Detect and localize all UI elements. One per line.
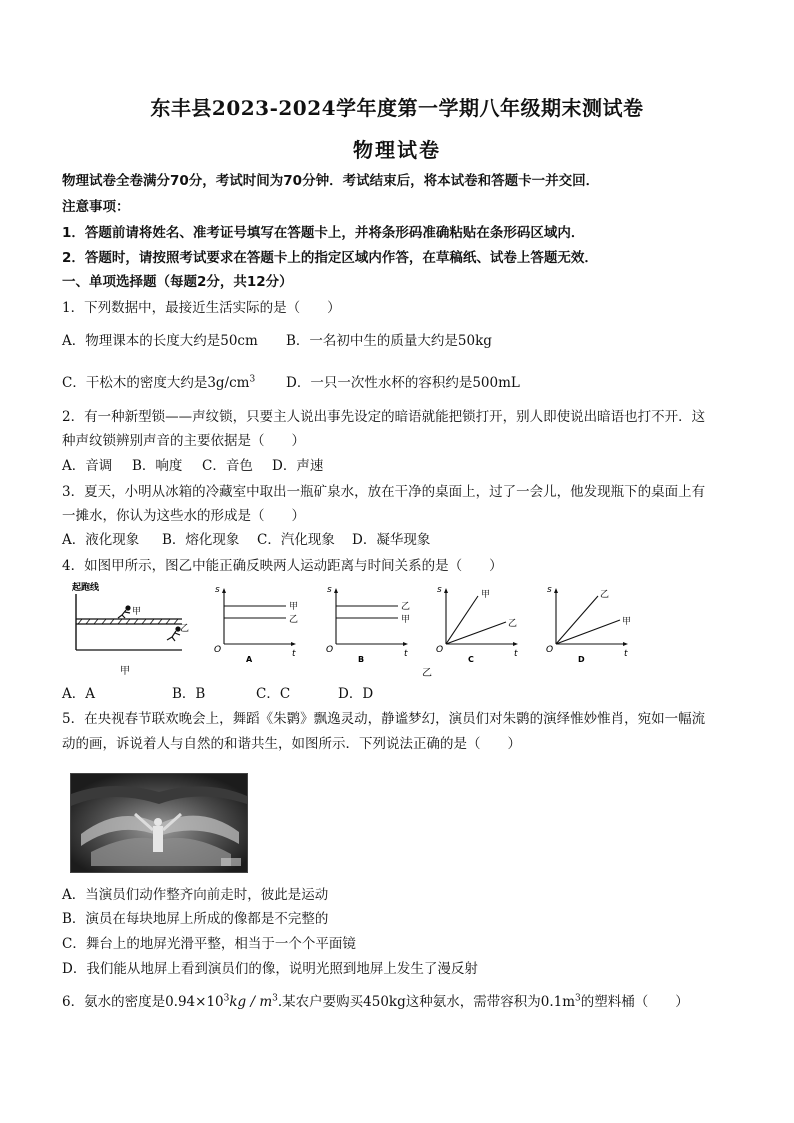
graph-c bbox=[422, 585, 518, 679]
q4-option-c: C．C bbox=[256, 686, 291, 702]
q3-option-b: B．熔化现象 bbox=[162, 532, 240, 548]
q1-options-row2 bbox=[62, 374, 520, 392]
q2-option-a: A．音调 bbox=[62, 458, 113, 474]
graph-d-caption: D bbox=[578, 655, 585, 664]
q4-options bbox=[62, 685, 373, 703]
q2-option-d: D．声速 bbox=[272, 458, 324, 474]
q5-option-d: D．我们能从地屏上看到演员们的像，说明光照到地屏上发生了漫反射 bbox=[62, 961, 478, 977]
q6-part1: 6．氨水的密度是0.94×10 bbox=[62, 994, 224, 1010]
q5-option-a: A．当演员们动作整齐向前走时，彼此是运动 bbox=[62, 887, 329, 903]
q4-figure bbox=[62, 582, 652, 682]
hatching bbox=[78, 619, 178, 624]
intro-line: 物理试卷全卷满分70分，考试时间为70分钟．考试结束后，将本试卷和答题卡一并交回． bbox=[62, 173, 600, 189]
dance-photo bbox=[70, 773, 248, 873]
runner-yi-icon bbox=[167, 627, 180, 641]
q2-line1: 2．有一种新型锁——声纹锁，只要主人说出事先设定的暗语就能把锁打开，别人即使说出暗语也打不开．这 bbox=[62, 409, 706, 425]
graph-a-label-yi: 乙 bbox=[289, 615, 299, 625]
q6-sup2: 3 bbox=[272, 993, 278, 1004]
graph-d-label-yi: 乙 bbox=[600, 590, 610, 600]
q1-option-d: D．一只一次性水杯的容积约是500mL bbox=[286, 375, 520, 391]
start-line-label: 起跑线 bbox=[72, 583, 100, 593]
q5-option-b: B．演员在每块地屏上所成的像都是不完整的 bbox=[62, 911, 329, 927]
graph-d-t-label: t bbox=[624, 649, 628, 659]
note-1: 1．答题前请将姓名、准考证号填写在答题卡上，并将条形码准确粘贴在条形码区域内． bbox=[62, 225, 585, 241]
q5-line1: 5．在央视春节联欢晚会上，舞蹈《朱鹮》飘逸灵动，静谧梦幻，演员们对朱鹮的演绎惟妙惟肖，宛如一幅流 bbox=[62, 711, 706, 727]
q1-options-row1 bbox=[62, 332, 492, 350]
graph-c-line-jia bbox=[446, 596, 478, 644]
q3-option-a: A．液化现象 bbox=[62, 532, 140, 548]
graph-a-label-jia: 甲 bbox=[289, 602, 299, 612]
graph-c-t-label: t bbox=[514, 649, 518, 659]
graph-a bbox=[214, 585, 298, 664]
q3-option-c: C．汽化现象 bbox=[257, 532, 335, 548]
figure-yi-caption: 乙 bbox=[422, 668, 432, 679]
q4-option-a: A．A bbox=[62, 686, 95, 702]
q1-option-a: A．物理课本的长度大约是50cm bbox=[62, 333, 258, 349]
q6-part4: 的塑料桶（ ） bbox=[580, 994, 689, 1010]
q6-stem bbox=[62, 993, 689, 1011]
graph-d-label-jia: 甲 bbox=[622, 617, 632, 627]
graph-b-label-jia: 甲 bbox=[401, 615, 411, 625]
graph-b-label-yi: 乙 bbox=[401, 602, 411, 612]
q1-option-c-text: C．干松木的密度大约是3g/cm bbox=[62, 375, 250, 391]
q5-line2: 动的画，诉说着人与自然的和谐共生，如图所示．下列说法正确的是（ ） bbox=[62, 736, 521, 752]
graph-c-label-yi: 乙 bbox=[508, 619, 518, 629]
graph-a-caption: A bbox=[246, 655, 253, 664]
graph-c-origin: O bbox=[436, 645, 444, 655]
q4-stem: 4．如图甲所示，图乙中能正确反映两人运动距离与时间关系的是（ ） bbox=[62, 558, 503, 574]
q2-line2: 种声纹锁辨别声音的主要依据是（ ） bbox=[62, 433, 305, 449]
q6-part3: .某农户要购买450kg这种氨水，需带容积为0.1m bbox=[277, 994, 576, 1010]
graph-b bbox=[326, 585, 410, 664]
q5-option-c: C．舞台上的地屏光滑平整，相当于一个个平面镜 bbox=[62, 936, 356, 952]
q4-option-d: D．D bbox=[338, 686, 374, 702]
graph-c-s-label: s bbox=[437, 585, 442, 595]
q2-option-c: C．音色 bbox=[202, 458, 253, 474]
dance-photo-drawing bbox=[71, 774, 247, 872]
graph-c-line-yi bbox=[446, 622, 506, 644]
graph-b-s-label: s bbox=[327, 585, 332, 595]
q1-option-c bbox=[62, 374, 286, 392]
graph-d-line-jia bbox=[556, 620, 620, 644]
exam-title: 东丰县2023-2024学年度第一学期八年级期末测试卷 bbox=[150, 96, 644, 120]
track-figure bbox=[72, 582, 189, 677]
exam-subtitle: 物理试卷 bbox=[353, 138, 441, 162]
q6-sup3: 3 bbox=[575, 993, 581, 1004]
graph-d bbox=[546, 585, 631, 664]
graph-b-t-label: t bbox=[404, 649, 408, 659]
runner-jia-icon bbox=[118, 606, 130, 618]
section-heading: 一、单项选择题（每题2分，共12分） bbox=[62, 274, 293, 290]
q1-stem: 1．下列数据中，最接近生活实际的是（ ） bbox=[62, 300, 341, 316]
graph-c-caption: C bbox=[468, 655, 474, 664]
q1-option-c-sup: 3 bbox=[249, 374, 256, 385]
graph-b-caption: B bbox=[358, 655, 365, 664]
q3-line1: 3．夏天，小明从冰箱的冷藏室中取出一瓶矿泉水，放在干净的桌面上，过了一会儿，他发现瓶下的桌面上有 bbox=[62, 484, 706, 500]
runner-jia-label: 甲 bbox=[132, 607, 142, 617]
q3-options bbox=[62, 531, 430, 549]
runner-yi-label: 乙 bbox=[180, 624, 190, 634]
q1-option-b: B．一名初中生的质量大约是50kg bbox=[286, 333, 492, 349]
graph-d-s-label: s bbox=[547, 585, 552, 595]
q6-sup1: 3 bbox=[223, 993, 230, 1004]
graph-d-origin: O bbox=[546, 645, 554, 655]
q3-line2: 一摊水，你认为这些水的形成是（ ） bbox=[62, 508, 305, 524]
note-2: 2．答题时，请按照考试要求在答题卡上的指定区域内作答，在草稿纸、试卷上答题无效． bbox=[62, 250, 598, 266]
q3-option-d: D．凝华现象 bbox=[352, 532, 431, 548]
graph-a-origin: O bbox=[214, 645, 222, 655]
notes-heading: 注意事项： bbox=[62, 199, 130, 215]
figure-jia-caption: 甲 bbox=[120, 666, 130, 677]
graph-a-s-label: s bbox=[215, 585, 220, 595]
q2-option-b: B．响度 bbox=[132, 458, 183, 474]
q4-option-b: B．B bbox=[172, 686, 206, 702]
graph-b-origin: O bbox=[326, 645, 334, 655]
graph-a-t-label: t bbox=[292, 649, 296, 659]
q6-part2: kg / m bbox=[229, 994, 273, 1010]
graph-d-line-yi bbox=[556, 596, 598, 644]
q2-options bbox=[62, 457, 323, 475]
graph-c-label-jia: 甲 bbox=[481, 590, 491, 600]
